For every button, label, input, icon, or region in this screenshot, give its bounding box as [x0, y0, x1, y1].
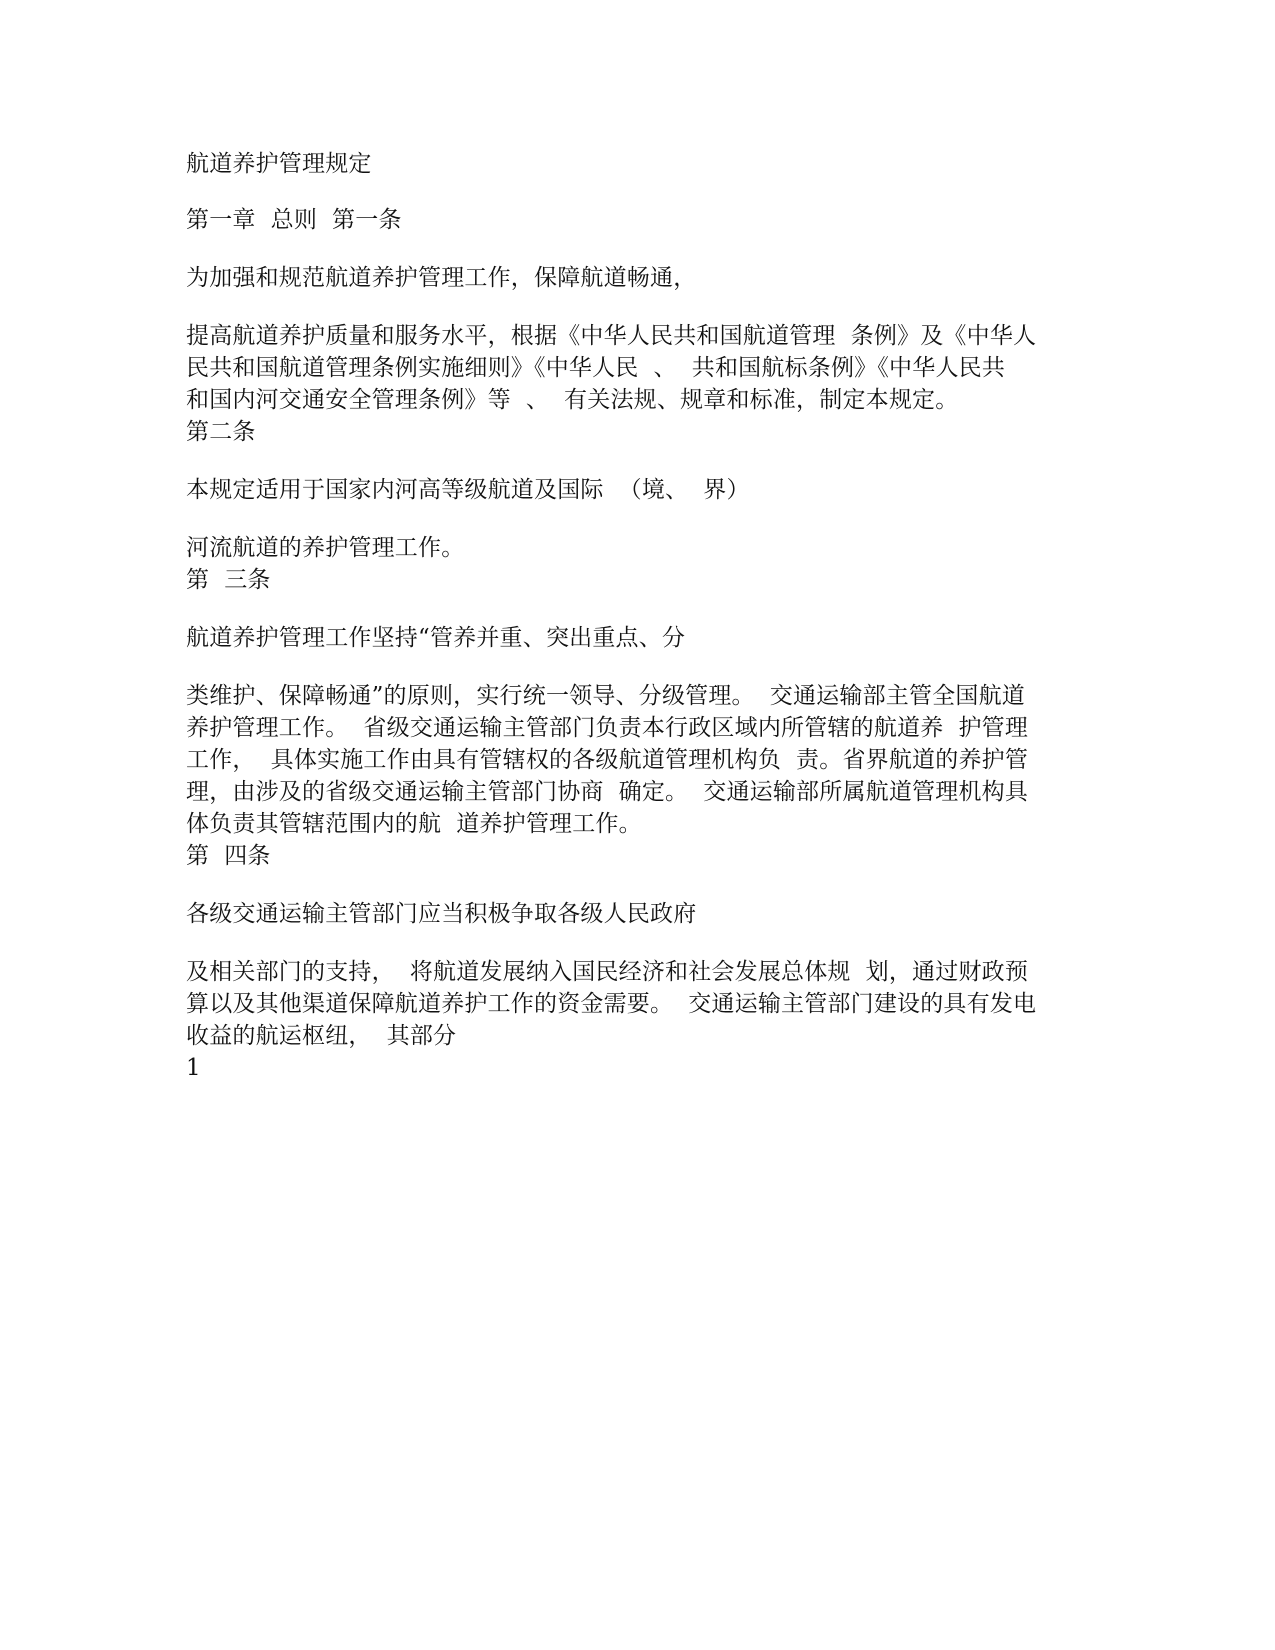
paragraph-line: 民共和国航道管理条例实施细则》《中华人民 、 共和国航标条例》《中华人民共	[186, 355, 1006, 381]
paragraph-line: 各级交通运输主管部门应当积极争取各级人民政府	[186, 901, 697, 927]
paragraph-line: 航道养护管理工作坚持“管养并重、突出重点、分	[186, 625, 686, 651]
paragraph-line: 养护管理工作。 省级交通运输主管部门负责本行政区域内所管辖的航道养 护管理	[186, 715, 1029, 741]
article-heading: 第 四条	[186, 843, 271, 869]
paragraph-line: 体负责其管辖范围内的航 道养护管理工作。	[186, 811, 642, 837]
paragraph-line: 类维护、保障畅通”的原则，实行统一领导、分级管理。 交通运输部主管全国航道	[186, 683, 1025, 709]
paragraph-line: 和国内河交通安全管理条例》等 、 有关法规、规章和标准，制定本规定。	[186, 387, 959, 413]
article-heading: 第二条	[186, 419, 256, 445]
chapter-heading: 第一章 总则 第一条	[186, 207, 402, 233]
page-number: 1	[186, 1055, 201, 1081]
paragraph-line: 为加强和规范航道养护管理工作，保障航道畅通，	[186, 265, 697, 291]
paragraph-line: 收益的航运枢纽， 其部分	[186, 1023, 457, 1049]
paragraph-line: 工作， 具体实施工作由具有管辖权的各级航道管理机构负 责。省界航道的养护管	[186, 747, 1029, 773]
document-title: 航道养护管理规定	[186, 151, 372, 177]
article-heading: 第 三条	[186, 567, 271, 593]
paragraph-line: 河流航道的养护管理工作。	[186, 535, 465, 561]
paragraph-line: 理，由涉及的省级交通运输主管部门协商 确定。 交通运输部所属航道管理机构具	[186, 779, 1029, 805]
paragraph-line: 提高航道养护质量和服务水平，根据《中华人民共和国航道管理 条例》及《中华人	[186, 323, 1037, 349]
paragraph-line: 本规定适用于国家内河高等级航道及国际 （境、 界）	[186, 477, 750, 503]
paragraph-line: 算以及其他渠道保障航道养护工作的资金需要。 交通运输主管部门建设的具有发电	[186, 991, 1037, 1017]
paragraph-line: 及相关部门的支持， 将航道发展纳入国民经济和社会发展总体规 划，通过财政预	[186, 959, 1029, 985]
